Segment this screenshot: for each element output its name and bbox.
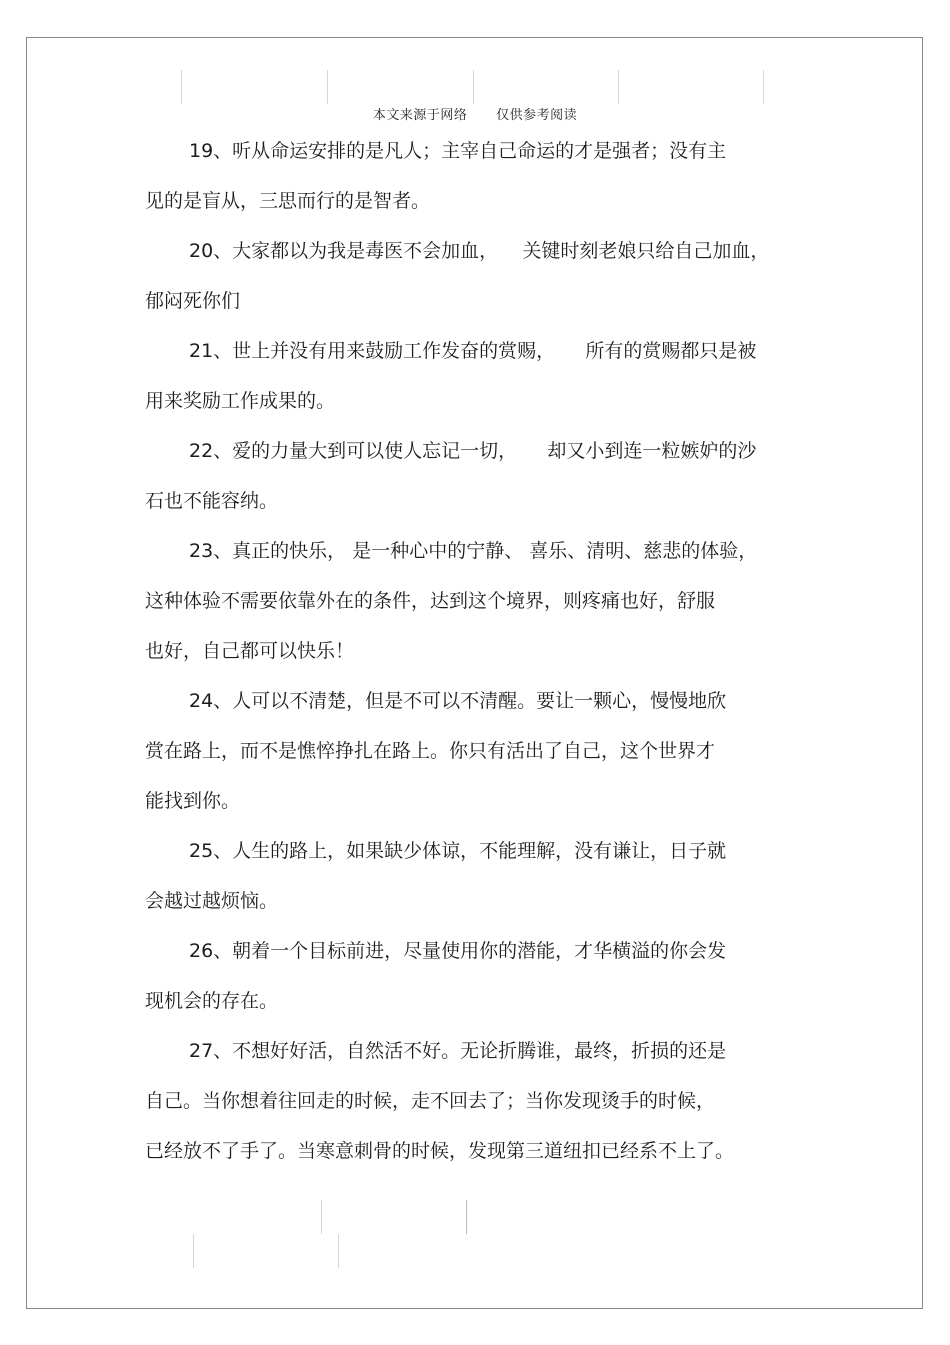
paragraph-27-line-2: 自己。当你想着往回走的时候，走不回去了；当你发现烫手的时候， bbox=[145, 1090, 716, 1112]
header-source-text: 本文来源于网络 bbox=[372, 108, 468, 123]
paragraph-27-line-1: 27、不想好好活，自然活不好。无论折腾谁，最终，折损的还是 bbox=[189, 1040, 727, 1062]
paragraph-24-line-3: 能找到你。 bbox=[145, 790, 241, 812]
paragraph-22-line-1: 22、爱的力量大到可以使人忘记一切， 却又小到连一粒嫉妒的沙 bbox=[189, 440, 757, 462]
paragraph-23-line-1: 23、真正的快乐， 是一种心中的宁静、 喜乐、清明、慈悲的体验， bbox=[189, 540, 758, 562]
paragraph-24-line-2: 赏在路上，而不是憔悴挣扎在路上。你只有活出了自己，这个世界才 bbox=[145, 740, 716, 762]
paragraph-21-line-1: 21、世上并没有用来鼓励工作发奋的赏赐， 所有的赏赐都只是被 bbox=[189, 340, 757, 362]
top-tick-5 bbox=[763, 70, 764, 104]
paragraph-23-line-2: 这种体验不需要依靠外在的条件，达到这个境界，则疼痛也好，舒服 bbox=[145, 590, 716, 612]
paragraph-27-line-3: 已经放不了手了。当寒意刺骨的时候，发现第三道纽扣已经系不上了。 bbox=[145, 1140, 735, 1162]
paragraph-25-line-1: 25、人生的路上，如果缺少体谅，不能理解，没有谦让，日子就 bbox=[189, 840, 727, 862]
bottom-tick-2 bbox=[466, 1200, 467, 1234]
paragraph-22-line-2: 石也不能容纳。 bbox=[145, 490, 279, 512]
paragraph-19-line-2: 见的是盲从，三思而行的是智者。 bbox=[145, 190, 431, 212]
bottom-tick-4 bbox=[338, 1234, 339, 1268]
document-body bbox=[145, 126, 805, 1176]
paragraph-19-line-1: 19、听从命运安排的是凡人；主宰自己命运的才是强者；没有主 bbox=[189, 140, 727, 162]
paragraph-26-line-1: 26、朝着一个目标前进，尽量使用你的潜能，才华横溢的你会发 bbox=[189, 940, 727, 962]
top-tick-1 bbox=[181, 70, 182, 104]
paragraph-23-line-3: 也好，自己都可以快乐！ bbox=[145, 640, 355, 662]
bottom-tick-1 bbox=[321, 1200, 322, 1234]
paragraph-25-line-2: 会越过越烦恼。 bbox=[145, 890, 279, 912]
header-reference-text: 仅供参考阅读 bbox=[496, 108, 578, 123]
top-tick-4 bbox=[618, 70, 619, 104]
paragraph-21-line-2: 用来奖励工作成果的。 bbox=[145, 390, 336, 412]
top-tick-3 bbox=[473, 70, 474, 104]
bottom-tick-3 bbox=[193, 1234, 194, 1268]
header-note bbox=[0, 104, 950, 123]
paragraph-20-line-2: 郁闷死你们 bbox=[145, 290, 241, 312]
top-tick-2 bbox=[327, 70, 328, 104]
paragraph-20-line-1: 20、大家都以为我是毒医不会加血， 关键时刻老娘只给自己加血， bbox=[189, 240, 770, 262]
paragraph-26-line-2: 现机会的存在。 bbox=[145, 990, 279, 1012]
paragraph-24-line-1: 24、人可以不清楚，但是不可以不清醒。要让一颗心，慢慢地欣 bbox=[189, 690, 727, 712]
